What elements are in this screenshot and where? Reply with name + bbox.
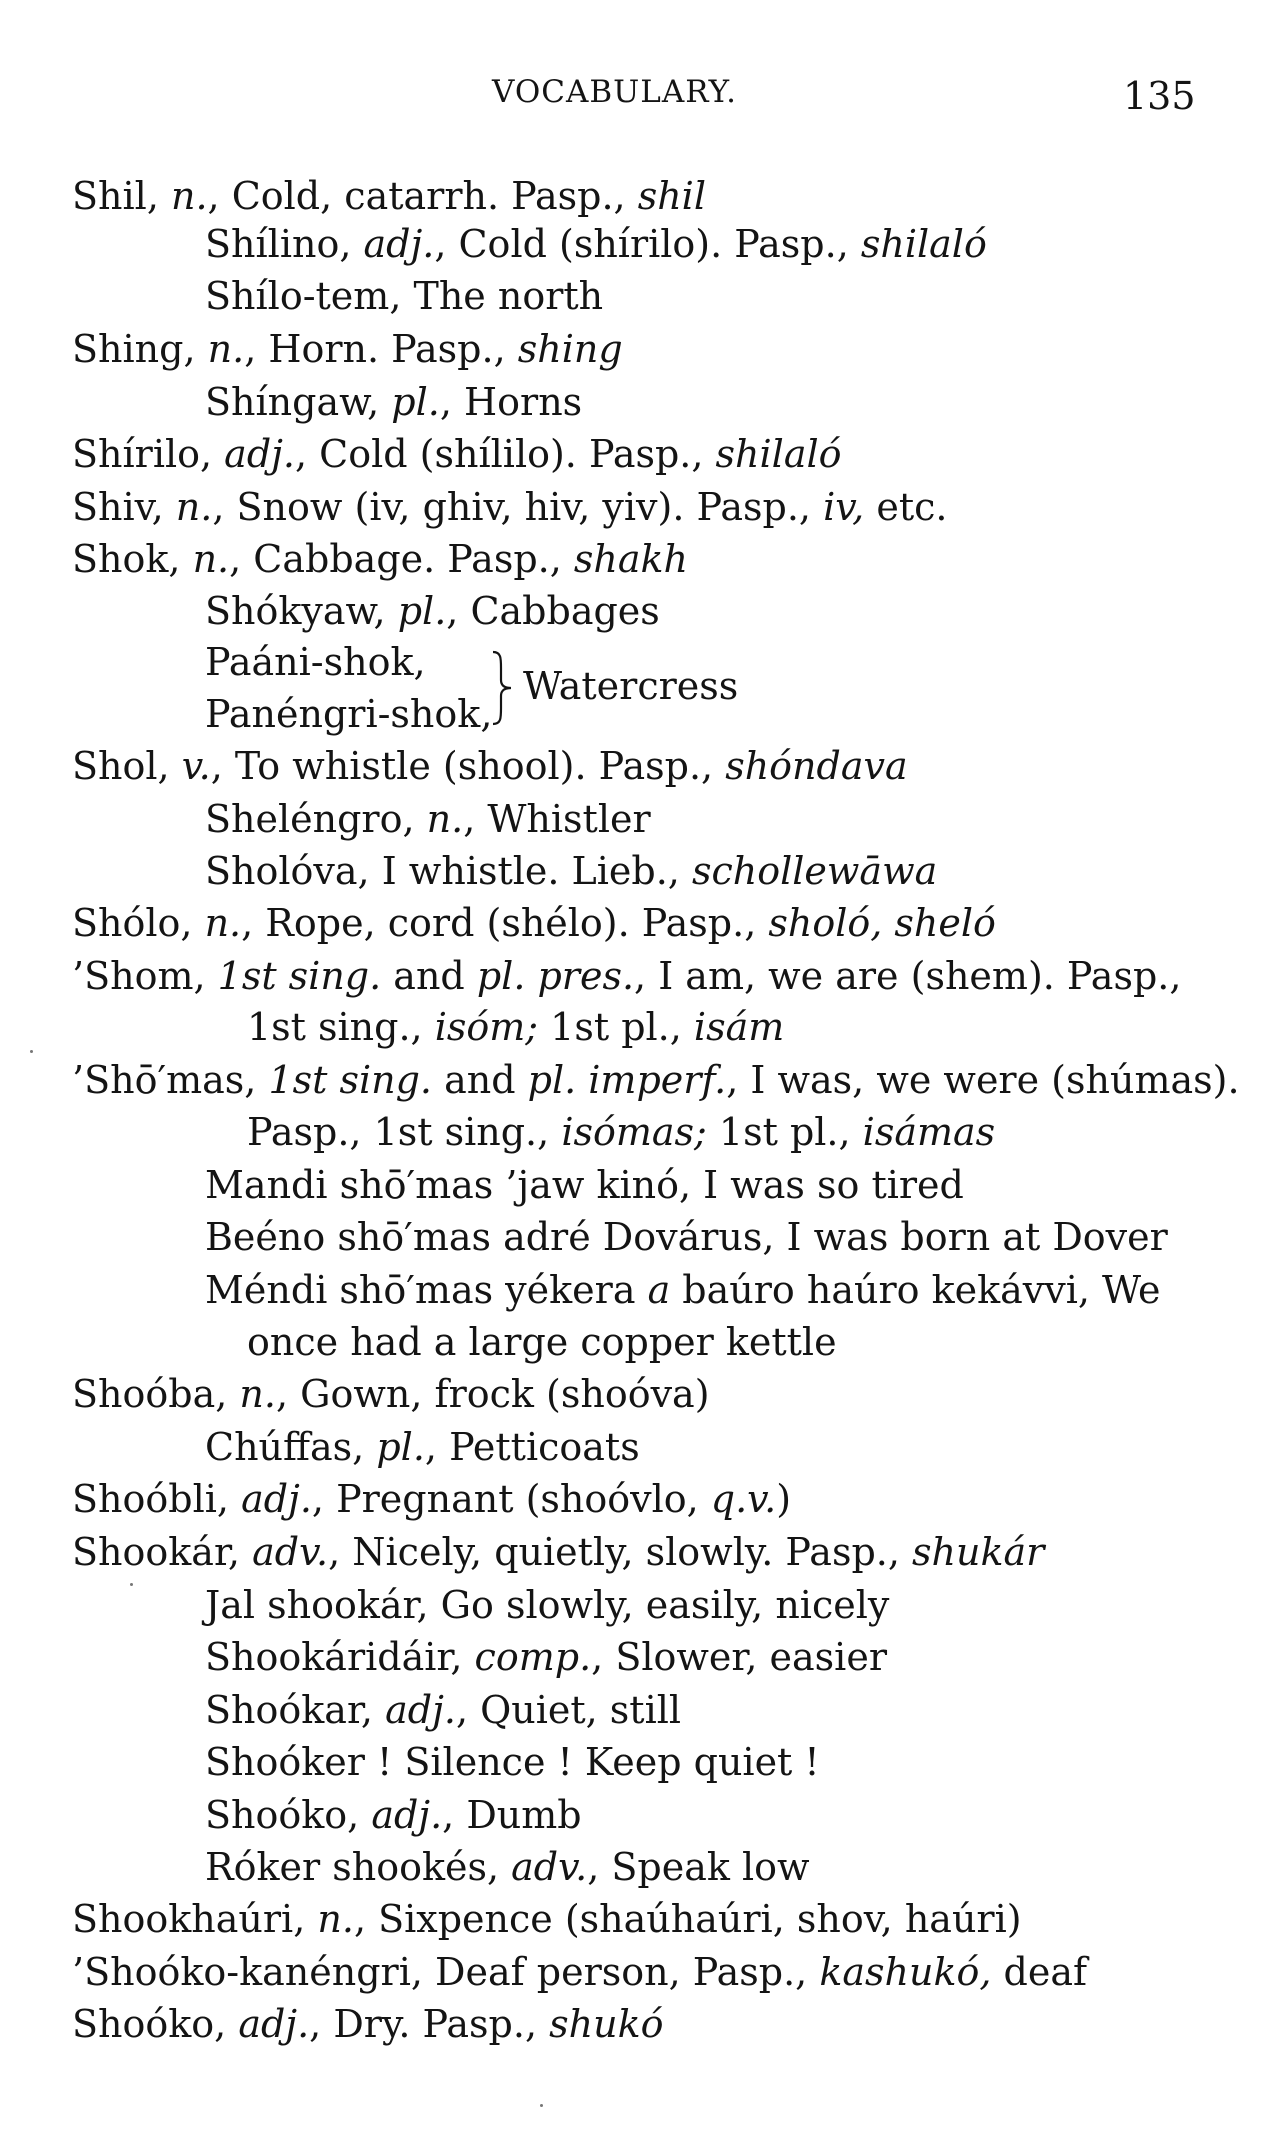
stray-mark <box>130 1583 133 1586</box>
entry-shooko-kanengri: ’Shoóko-kanéngri, Deaf person, Pasp., kashukó, deaf <box>72 1950 1088 1994</box>
entry-shok: Shok, n., Cabbage. Pasp., shakh <box>72 537 689 581</box>
brace-icon <box>489 648 515 728</box>
entry-shookaridair: Shookáridáir, comp., Slower, easier <box>205 1635 887 1679</box>
entry-shooba: Shoóba, n., Gown, frock (shoóva) <box>72 1372 710 1416</box>
entry-shiv: Shiv, n., Snow (iv, ghiv, hiv, yiv). Pasp., iv, etc. <box>72 485 948 529</box>
example-jal: Jal shookár, Go slowly, easily, nicely <box>205 1583 890 1627</box>
entry-paani-shok: Paáni-shok, <box>205 640 426 684</box>
entry-shirilo: Shírilo, adj., Cold (shílilo). Pasp., shilaló <box>72 432 842 476</box>
entry-shokyaw: Shókyaw, pl., Cabbages <box>205 589 660 633</box>
brace-definition: Watercress <box>523 664 739 708</box>
example-mandi: Mandi shō′mas ’jaw kinó, I was so tired <box>205 1163 964 1207</box>
example-shooker: Shoóker ! Silence ! Keep quiet ! <box>205 1740 820 1784</box>
entry-sholova: Sholóva, I whistle. Lieb., schollewāwa <box>205 849 938 893</box>
example-mendi: Méndi shō′mas yékera a baúro haúro kekávvi, We <box>205 1268 1161 1312</box>
entry-shingaw: Shíngaw, pl., Horns <box>205 380 583 424</box>
running-head: VOCABULARY. <box>492 74 737 110</box>
entry-roker: Róker shookés, adv., Speak low <box>205 1845 810 1889</box>
entry-shomas-continued: Pasp., 1st sing., isómas; 1st pl., isámas <box>247 1110 996 1154</box>
entry-shom-continued: 1st sing., isóm; 1st pl., isám <box>247 1005 785 1049</box>
entry-sholo: Shólo, n., Rope, cord (shélo). Pasp., sholó, sheló <box>72 901 996 945</box>
entry-shom: ’Shom, 1st sing. and pl. pres., I am, we are (shem). Pasp., <box>72 954 1182 998</box>
entry-shomas: ’Shō′mas, 1st sing. and pl. imperf., I was, we were (shúmas). <box>72 1058 1240 1102</box>
entry-shookar-adj: Shoókar, adj., Quiet, still <box>205 1688 682 1732</box>
entry-shilo-tem: Shílo-tem, The north <box>205 274 604 318</box>
example-mendi-continued: once had a large copper kettle <box>247 1320 837 1364</box>
entry-shooko-dry: Shoóko, adj., Dry. Pasp., shukó <box>72 2002 664 2046</box>
margin-mark <box>30 1050 33 1053</box>
entry-shoobli: Shoóbli, adj., Pregnant (shoóvlo, q.v.) <box>72 1477 792 1521</box>
entry-shing: Shing, n., Horn. Pasp., shing <box>72 327 623 371</box>
entry-shilino: Shílino, adj., Cold (shírilo). Pasp., shilaló <box>205 222 987 266</box>
entry-shookhauri: Shookhaúri, n., Sixpence (shaúhaúri, shov, haúri) <box>72 1897 1022 1941</box>
example-beeno: Beéno shō′mas adré Dovárus, I was born at Dover <box>205 1215 1168 1259</box>
entry-shookar: Shookár, adv., Nicely, quietly, slowly. Pasp., shukár <box>72 1530 1045 1574</box>
entry-shelengro: Sheléngro, n., Whistler <box>205 797 651 841</box>
entry-shooko-dumb: Shoóko, adj., Dumb <box>205 1793 582 1837</box>
entry-shil: Shil, n., Cold, catarrh. Pasp., shil <box>72 174 706 218</box>
entry-panengri-shok: Panéngri-shok, <box>205 692 493 736</box>
page-number: 135 <box>1123 74 1196 118</box>
entry-chuffas: Chúffas, pl., Petticoats <box>205 1425 640 1469</box>
footer-mark <box>540 2104 543 2107</box>
entry-shol: Shol, v., To whistle (shool). Pasp., shóndava <box>72 744 908 788</box>
